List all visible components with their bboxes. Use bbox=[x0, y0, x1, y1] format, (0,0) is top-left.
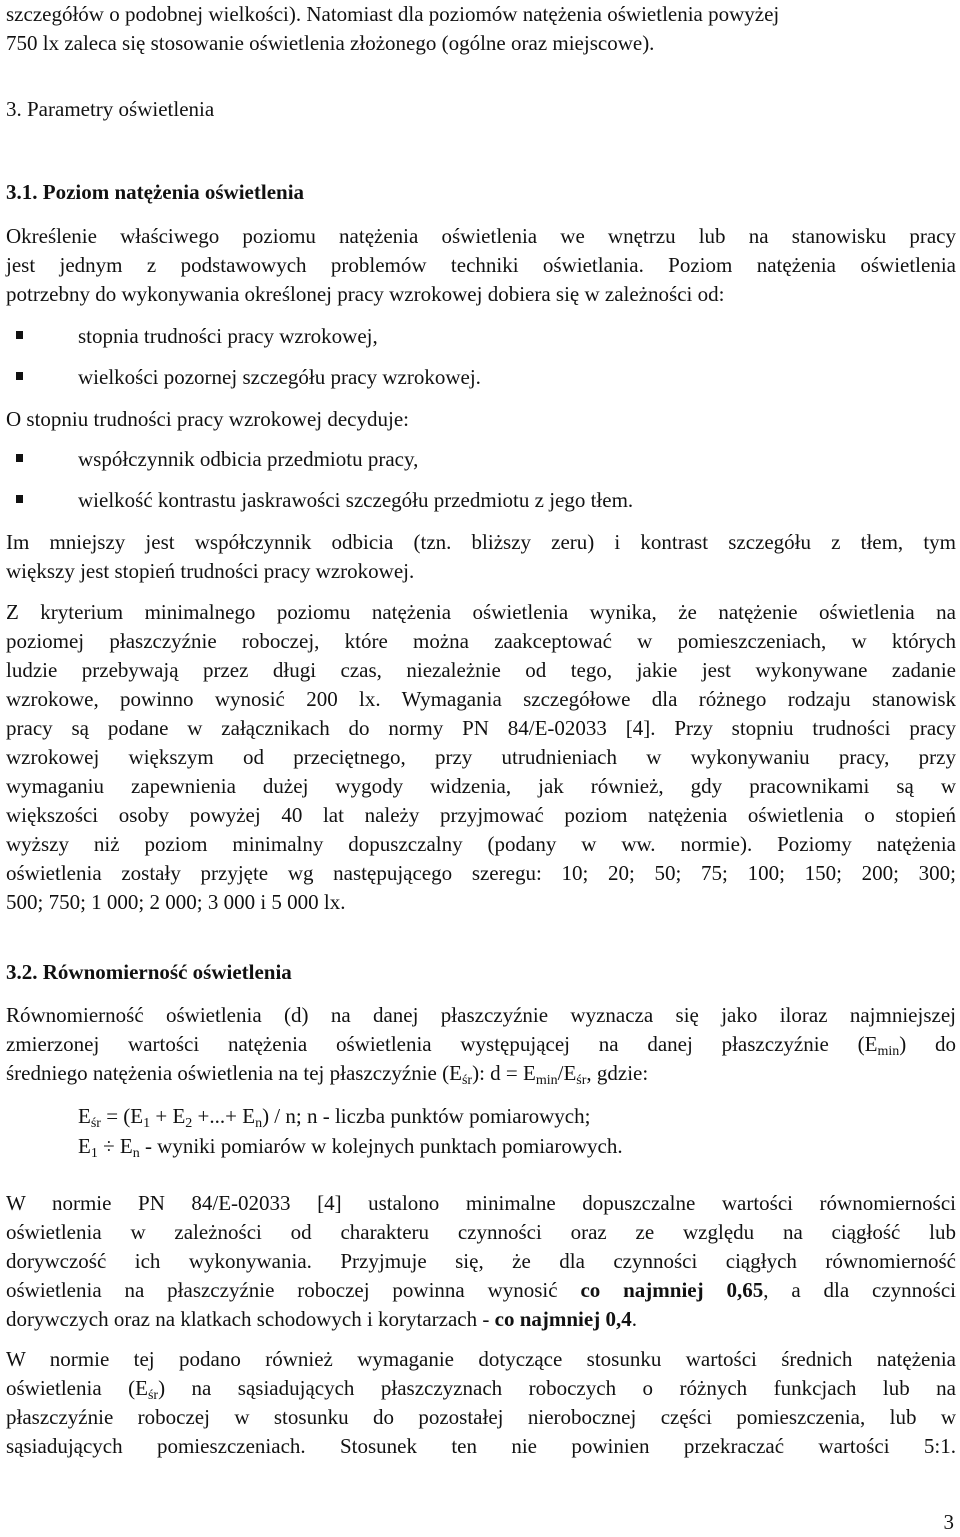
text-line: wyższy niż poziom minimalny dopuszczalny (podany w ww. normie). Poziomy natężenia bbox=[6, 832, 956, 856]
list-item: współczynnik odbicia przedmiotu pracy, bbox=[6, 444, 956, 474]
text-line: oświetlenia $(E_{śr})$ na sąsiadujących płaszczyznach roboczych o różnych funkcjach lub na bbox=[6, 1376, 956, 1403]
bullet-icon bbox=[16, 372, 23, 380]
text-line: płaszczyźnie roboczej w stosunku do pozostałej nierobocznej części pomieszczenia, lub w bbox=[6, 1405, 956, 1429]
text-line: pracy są podane w załącznikach do normy PN 84/E-02033 [4]. Przy stopniu trudności pracy bbox=[6, 716, 956, 740]
continuation-paragraph bbox=[6, 0, 956, 58]
text-line: Z kryterium minimalnego poziomu natężenia oświetlenia wynika, że natężenie oświetlenia na bbox=[6, 600, 956, 624]
list-item: wielkości pozornej szczegółu pracy wzrokowej. bbox=[6, 362, 956, 392]
formula-mean: $E_{śr} = (E_1 + E_2$ +...+ $E_n$) / n; n - liczba punktów pomiarowych; bbox=[78, 1104, 591, 1131]
text-line: sąsiadujących pomieszczeniach. Stosunek ten nie powinien przekraczać wartości 5:1. bbox=[6, 1434, 956, 1458]
list-item: wielkość kontrastu jaskrawości szczegółu przedmiotu z jego tłem. bbox=[6, 485, 956, 515]
text-line: większości osoby powyżej 40 lat należy przyjmować poziom natężenia oświetlenia o stopień bbox=[6, 803, 956, 827]
text-line: szczegółów o podobnej wielkości). Natomiast dla poziomów natężenia oświetlenia powyżej bbox=[6, 2, 780, 26]
text-line: dorywczość ich wykonywania. Przyjmuje się, że dla czynności ciągłych równomierność bbox=[6, 1249, 956, 1273]
bullet-icon bbox=[16, 495, 23, 503]
text-line: potrzebny do wykonywania określonej pracy wzrokowej dobiera się w zależności od: bbox=[6, 282, 725, 306]
norm-paragraph bbox=[6, 1189, 956, 1334]
formula-measurements: $E_1 \div E_n$ - wyniki pomiarów w kolejnych punktach pomiarowych. bbox=[78, 1134, 623, 1161]
criterion-paragraph bbox=[6, 598, 956, 917]
text-line: oświetlenia w zależności od charakteru czynności oraz ze względu na ciągłość lub bbox=[6, 1220, 956, 1244]
text-line: W normie tej podano również wymaganie dotyczące stosunku wartości średnich natężenia bbox=[6, 1347, 956, 1371]
text-line: zmierzonej wartości natężenia oświetlenia występującej na danej płaszczyźnie $(E_{min})$ do bbox=[6, 1032, 956, 1059]
text-line: wzrokowe, powinno wynosić 200 lx. Wymagania szczegółowe dla różnego rodzaju stanowisk bbox=[6, 687, 956, 711]
bullet-icon bbox=[16, 331, 23, 339]
text-line: wymaganiu zapewnienia dużej wygody widzenia, jak również, gdy pracownikami są w bbox=[6, 774, 956, 798]
text-line: Określenie właściwego poziomu natężenia oświetlenia we wnętrzu lub na stanowisku pracy bbox=[6, 224, 956, 248]
text-line: 750 lx zaleca się stosowanie oświetlenia złożonego (ogólne oraz miejscowe). bbox=[6, 31, 655, 55]
text-line: poziomej płaszczyźnie roboczej, które można zaakceptować w pomieszczeniach, w których bbox=[6, 629, 956, 653]
text-line: średniego natężenia oświetlenia na tej płaszczyźnie $(E_{śr})$: $d = E_{min}/E_{śr}$, gdzie: bbox=[6, 1061, 649, 1088]
text-line: oświetlenia na płaszczyźnie roboczej powinna wynosić co najmniej 0,65, a dla czynności bbox=[6, 1278, 956, 1302]
reflection-paragraph bbox=[6, 528, 956, 586]
intro-paragraph bbox=[6, 222, 956, 309]
text-line: Równomierność oświetlenia (d) na danej płaszczyźnie wyznacza się jako iloraz najmniejszej bbox=[6, 1003, 956, 1027]
definition-paragraph bbox=[6, 1001, 956, 1088]
section-heading-3: 3. Parametry oświetlenia bbox=[6, 97, 215, 121]
bullet-icon bbox=[16, 454, 23, 462]
requirement-paragraph bbox=[6, 1345, 956, 1461]
page-number: 3 bbox=[943, 1510, 954, 1534]
text-line: większy jest stopień trudności pracy wzrokowej. bbox=[6, 559, 415, 583]
section-heading-3-1: 3.1. Poziom natężenia oświetlenia bbox=[6, 180, 305, 204]
text-line: wzrokowej większym od przeciętnego, przy utrudnieniach w wykonywaniu pracy, przy bbox=[6, 745, 956, 769]
list-item: stopnia trudności pracy wzrokowej, bbox=[6, 321, 956, 351]
section-heading-3-2: 3.2. Równomierność oświetlenia bbox=[6, 960, 292, 984]
paragraph-decides: O stopniu trudności pracy wzrokowej decyduje: bbox=[6, 407, 409, 431]
text-line: jest jednym z podstawowych problemów techniki oświetlania. Poziom natężenia oświetlenia bbox=[6, 253, 956, 277]
text-line: oświetlenia zostały przyjęte wg następującego szeregu: 10; 20; 50; 75; 100; 150; 200; 300; bbox=[6, 861, 956, 885]
text-line: W normie PN 84/E-02033 [4] ustalono minimalne dopuszczalne wartości równomierności bbox=[6, 1191, 956, 1215]
text-line: ludzie przebywają przez długi czas, niezależnie od tego, jakie jest wykonywane zadanie bbox=[6, 658, 956, 682]
text-line: 500; 750; 1 000; 2 000; 3 000 i 5 000 lx. bbox=[6, 890, 346, 914]
text-line: Im mniejszy jest współczynnik odbicia (tzn. bliższy zeru) i kontrast szczegółu z tłem, tym bbox=[6, 530, 956, 554]
text-line: dorywczych oraz na klatkach schodowych i korytarzach - co najmniej 0,4. bbox=[6, 1307, 637, 1331]
